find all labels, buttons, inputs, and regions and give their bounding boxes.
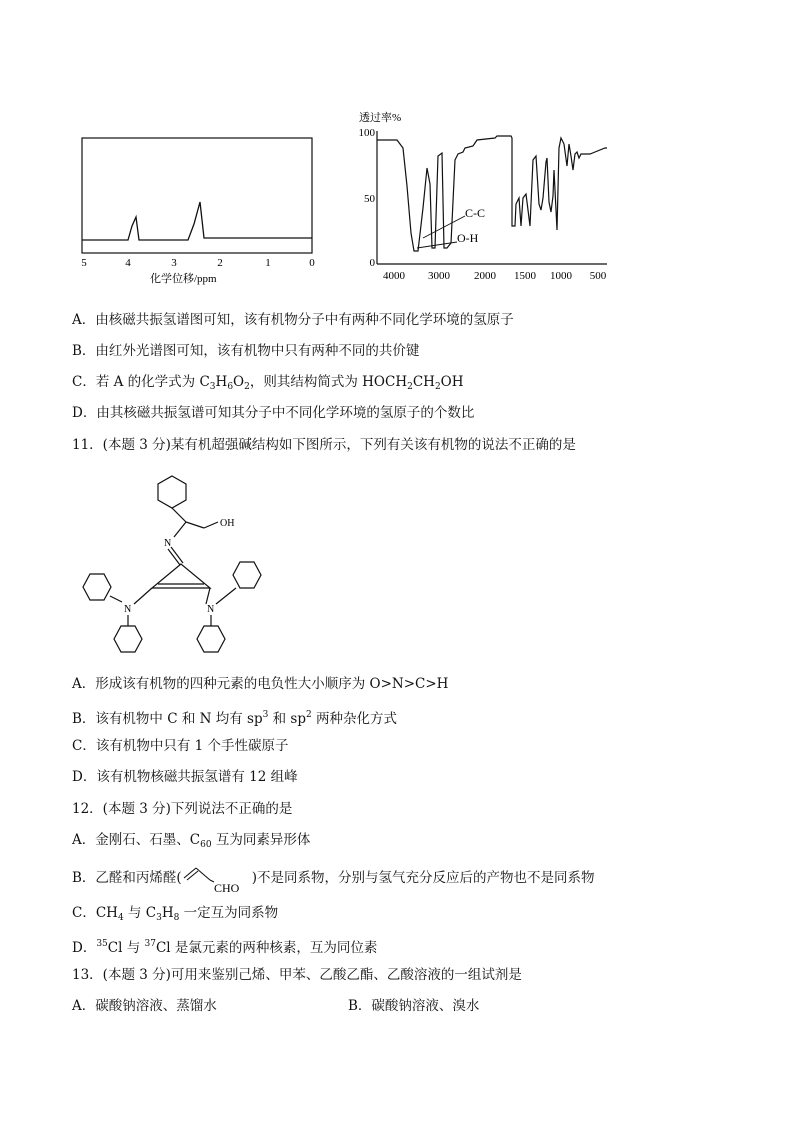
ch-to-ch2-bond (186, 522, 204, 528)
q12-c-text-2: 与 C (123, 905, 157, 921)
ir-xtick-4000: 4000 (383, 270, 405, 282)
q12-b-text-1: B．乙醛和丙烯醛( (72, 870, 182, 886)
ir-xtick-500: 500 (589, 270, 607, 282)
q12-d-text-1: D． (72, 940, 97, 956)
imine-n-label: N (164, 538, 172, 549)
oh-label: OH (220, 518, 235, 529)
ir-oh-leader (417, 242, 457, 248)
nmr-spectrum-figure (70, 130, 330, 290)
acrolein-skeletal-icon (182, 866, 252, 894)
q12-c-text-1: C．CH (72, 905, 118, 921)
ir-spectrum-figure (355, 108, 615, 288)
nmr-tick-0: 0 (309, 257, 315, 269)
q11-b-text-2: 和 sp (268, 711, 306, 727)
q12-a-text-2: 互为同素异形体 (211, 832, 311, 848)
ir-curve (377, 136, 607, 251)
q12-a-sub: 60 (200, 840, 212, 850)
left-n-to-upper-ring (110, 596, 122, 602)
q10-option-b: B．由红外光谱图可知，该有机物中只有两种不同的共价键 (72, 343, 420, 359)
q10-c-text-2: H (215, 374, 228, 390)
q10-c-sub-4: 2 (407, 382, 413, 392)
ir-ytick-0: 0 (369, 257, 375, 269)
ch2-to-oh-bond (204, 522, 218, 528)
phenyl-ring (158, 476, 186, 508)
ch-to-n-bond (174, 522, 186, 537)
nmr-xlabel: 化学位移/ppm (150, 273, 217, 285)
ir-ylabel: 透过率% (359, 112, 402, 124)
q12-c-sub-3: 8 (173, 913, 180, 923)
q12-a-text-1: A．金刚石、石墨、C (72, 832, 201, 848)
cyclohexyl-right-lower (197, 626, 225, 652)
q12-c-sub-2: 3 (156, 913, 162, 923)
q12-c-sub-1: 4 (117, 913, 124, 923)
cyclohexyl-right-upper (233, 562, 261, 588)
ir-xtick-1500: 1500 (514, 270, 536, 282)
q12-option-b (72, 866, 594, 894)
q12-d-sup-1: 35 (96, 939, 108, 949)
q12-option-a (72, 831, 310, 854)
q11-stem: 11．(本题 3 分)某有机超强碱结构如下图所示，下列有关该有机物的说法不正确的是 (72, 437, 576, 453)
ir-ytick-100: 100 (358, 127, 375, 139)
q11-option-a: A．形成该有机物的四种元素的电负性大小顺序为 O>N>C>H (72, 676, 449, 692)
q12-c-text-3: H (161, 905, 174, 921)
q10-option-a: A．由核磁共振氢谱图可知，该有机物分子中有两种不同化学环境的氢原子 (72, 312, 514, 328)
right-n-label: N (207, 604, 215, 615)
cyclohexyl-left-lower (114, 626, 142, 652)
q13-stem: 13．(本题 3 分)可用来鉴别己烯、甲苯、乙酸乙酯、乙酸溶液的一组试剂是 (72, 967, 522, 983)
q11-option-b (72, 706, 397, 728)
q10-option-c (72, 373, 464, 396)
nmr-tick-1: 1 (265, 257, 271, 269)
ir-xtick-1000: 1000 (550, 270, 572, 282)
q10-c-text-4: ，则其结构简式为 HOCH (249, 374, 408, 390)
right-n-to-upper-ring (216, 588, 236, 604)
q13-option-b: B．碳酸钠溶液、溴水 (348, 998, 480, 1014)
q10-c-text-3: O (233, 374, 245, 390)
q10-c-sub-3: 2 (244, 382, 250, 392)
q10-c-text-6: OH (440, 374, 464, 390)
q11-b-text-1: B．该有机物中 C 和 N 均有 sp (72, 711, 263, 727)
q11-option-d: D．该有机物核磁共振氢谱有 12 组峰 (72, 769, 298, 785)
nmr-tick-2: 2 (217, 257, 223, 269)
ir-ytick-50: 50 (364, 193, 375, 205)
q11-b-text-3: 两种杂化方式 (311, 711, 398, 727)
q12-c-text-4: 一定互为同系物 (179, 905, 279, 921)
phenyl-to-ch-bond (172, 508, 186, 522)
left-n-label: N (124, 604, 132, 615)
q12-d-text-3: Cl 是氯元素的两种核素，互为同位素 (155, 940, 378, 956)
ir-label-oh: O-H (457, 231, 479, 245)
nmr-curve (82, 202, 312, 240)
q12-b-text-2: )不是同系物，分别与氢气充分反应后的产物也不是同系物 (251, 870, 595, 886)
nmr-tick-4: 4 (125, 257, 131, 269)
nmr-tick-5: 5 (81, 257, 87, 269)
ir-label-cc: C-C (465, 206, 486, 220)
q13-option-a: A．碳酸钠溶液、蒸馏水 (72, 998, 217, 1014)
nmr-frame (82, 138, 312, 253)
q12-option-d (72, 935, 377, 957)
q12-d-sup-2: 37 (144, 939, 156, 949)
q10-c-text-1: C．若 A 的化学式为 C (72, 374, 210, 390)
q10-c-sub-1: 3 (209, 382, 216, 392)
q12-d-text-2: Cl 与 (107, 940, 145, 956)
ir-xtick-2000: 2000 (474, 270, 496, 282)
q11-option-c: C．该有机物中只有 1 个手性碳原子 (72, 738, 289, 754)
nmr-tick-3: 3 (171, 257, 177, 269)
right-c-n-bond (206, 588, 210, 604)
q10-c-sub-5: 2 (434, 382, 441, 392)
q10-option-d: D．由其核磁共振氢谱可知其分子中不同化学环境的氢原子的个数比 (72, 405, 475, 421)
q10-c-text-5: CH (412, 374, 435, 390)
q12-option-c (72, 904, 278, 927)
acrolein-cho-label: CHO (213, 881, 240, 894)
q11-structure-figure (70, 470, 280, 670)
left-c-n-bond (134, 588, 152, 604)
ir-xtick-3000: 3000 (428, 270, 450, 282)
q11-b-sup-2: 2 (305, 710, 312, 720)
q11-b-sup-1: 3 (262, 710, 269, 720)
q12-stem: 12．(本题 3 分)下列说法不正确的是 (72, 801, 293, 817)
q10-c-sub-2: 6 (227, 382, 234, 392)
cyclohexyl-left-upper (83, 574, 111, 600)
